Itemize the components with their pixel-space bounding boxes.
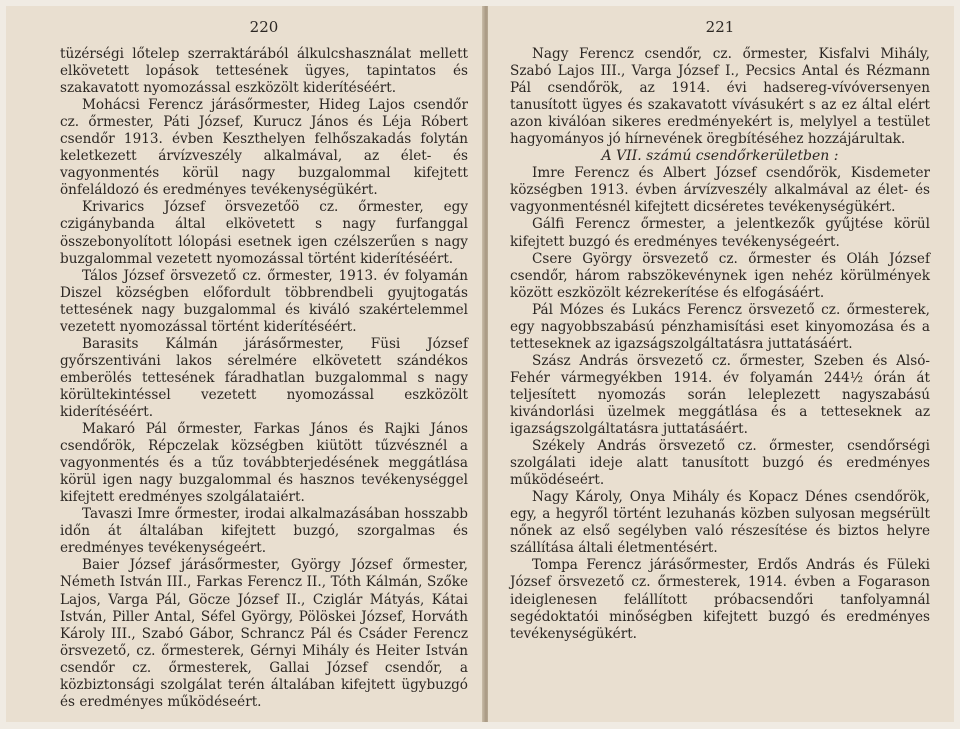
paragraph: Tompa Ferencz járásőrmester, Erdős András és Füleki József örsvezető cz. őrmesterek, 1914. évben a Fogarason ideiglenesen felállított próbacsendőri tanfolyamnál segédoktatói minőségben kifejtett buzgó és eredményes tevékenységükért. (510, 557, 930, 642)
right-page (488, 6, 954, 722)
paragraph: Pál Mózes és Lukács Ferencz örsvezető cz. őrmesterek, egy nagyobbszabású pénzhamisítási eset kinyomozása és a tetteseknek az igazságszolgáltatásra juttatásáért. (510, 301, 930, 352)
paragraph: Imre Ferencz és Albert József csendőrök, Kisdemeter községben 1913. évben árvízveszély alkalmával az élet- és vagyonmentésnél kifejtett dicséretes tevékenységükért. (510, 165, 930, 216)
paragraph: Szász András örsvezető cz. őrmester, Szeben és Alsó-Fehér vármegyékben 1914. év folyamán 244½ órán át teljesített nyomozás során leleplezett nagyszabású kivándorlási üzelmek meggátlása és a tetteseknek az igazságszolgáltatásra juttatásáért. (510, 352, 930, 438)
paragraph: Nagy Károly, Onya Mihály és Kopacz Dénes csendőrök, egy, a hegyről történt lezuhanás közben sulyosan megsérült nőnek az első segélyben való részesítése és biztos helyre szállítása általi életmentésért. (510, 489, 930, 557)
paragraph: Gálfi Ferencz őrmester, a jelentkezők gyűjtése körül kifejtett buzgó és eredményes tevékenységeért. (510, 216, 930, 250)
paragraph: Krivarics József örsvezetőö cz. őrmester, egy czigánybanda által elkövetett s nagy furfanggal összebonyolított lólopási esetnek igen czélszerűen s nagy buzgalommal vezetett nyomozással történt kiderítéséért. (60, 199, 468, 267)
right-page-text (510, 46, 930, 643)
paragraph: Baier József járásőrmester, György József őrmester, Németh István III., Farkas Ferencz II., Tóth Kálmán, Szőke Lajos, Varga Pál, Göcze József II., Cziglár Mátyás, Kátai István, Piller Antal, Séfel György, Pölöskei József, Horváth Károly III., Szabó Gábor, Schrancz Pál és Csáder Ferencz örsvezető, cz. őrmesterek, Gérnyi Mihály és Heiter István csendőr cz. őrmesterek, Gallai József csendőr, a közbiztonsági szolgálat terén általában kifejtett ügybuzgó és eredményes működéseért. (60, 557, 468, 710)
paragraph: Nagy Ferencz csendőr, cz. őrmester, Kisfalvi Mihály, Szabó Lajos III., Varga József I., Pecsics Antal és Rézmann Pál csendőrök, az 1914. évi hadsereg-vívóversenyen tanusított ügyes és szakavatott vívásukért s az ez által elért azon kiválóan sikeres eredményekért is, melylyel a testület hagyományos jó hírnevének öregbítéséhez hozzájárultak. (510, 46, 930, 148)
paragraph: tüzérségi lőtelep szerraktárából álkulcshasználat mellett elkövetett lopások tettesének ügyes, tapintatos és szakavatott nyomozással eszközölt kiderítéséért. (60, 46, 468, 97)
paragraph: Csere György örsvezető cz. őrmester és Oláh József csendőr, három rabszökevénynek igen nehéz körülmények között eszközölt kézrekerítése és elfogásáért. (510, 250, 930, 301)
paragraph: Tavaszi Imre őrmester, irodai alkalmazásában hosszabb időn át általában kifejtett buzgó, szorgalmas és eredményes tevékenységeért. (60, 506, 468, 557)
paragraph: Mohácsi Ferencz járásőrmester, Hideg Lajos csendőr cz. őrmester, Páti József, Kurucz János és Léja Róbert csendőr 1913. évben Keszthelyen felhőszakadás folytán keletkezett árvízveszély alkalmával, az élet- és vagyonmentés körül nagy buzgalommal kifejtett önfeláldozó és eredményes tevékenységükért. (60, 97, 468, 199)
paragraph: Makaró Pál őrmester, Farkas János és Rajki János csendőrök, Répczelak községben kiütött tűzvésznél a vagyonmentés és a tűz továbbterjedésének meggátlása körül igen nagy buzgalommal és hasznos tevékenységgel kifejtett eredményes szolgálataiért. (60, 421, 468, 506)
right-page-number: 221 (705, 18, 735, 36)
left-page (6, 6, 484, 722)
paragraph: Tálos József örsvezető cz. őrmester, 1913. év folyamán Diszel községben előfordult többrendbeli gyujtogatás tettesének nagy buzgalommal és kiváló szakértelemmel vezetett nyomozással történt kiderítéséért. (60, 267, 468, 335)
left-page-number: 220 (249, 18, 279, 36)
paragraph: Barasits Kálmán járásőrmester, Füsi József győrszentiváni lakos sérelmére elkövetett szándékos emberölés tettesének fáradhatlan buzgalommal s nagy körültekintéssel vezetett nyomozással eszközölt kiderítéséért. (60, 335, 468, 420)
paragraph: Székely András örsvezető cz. őrmester, csendőrségi szolgálati ideje alatt tanusított buzgó és eredményes működéseért. (510, 438, 930, 489)
section-heading: A VII. számú csendőrkerületben : (601, 148, 839, 165)
left-page-text (60, 46, 468, 711)
